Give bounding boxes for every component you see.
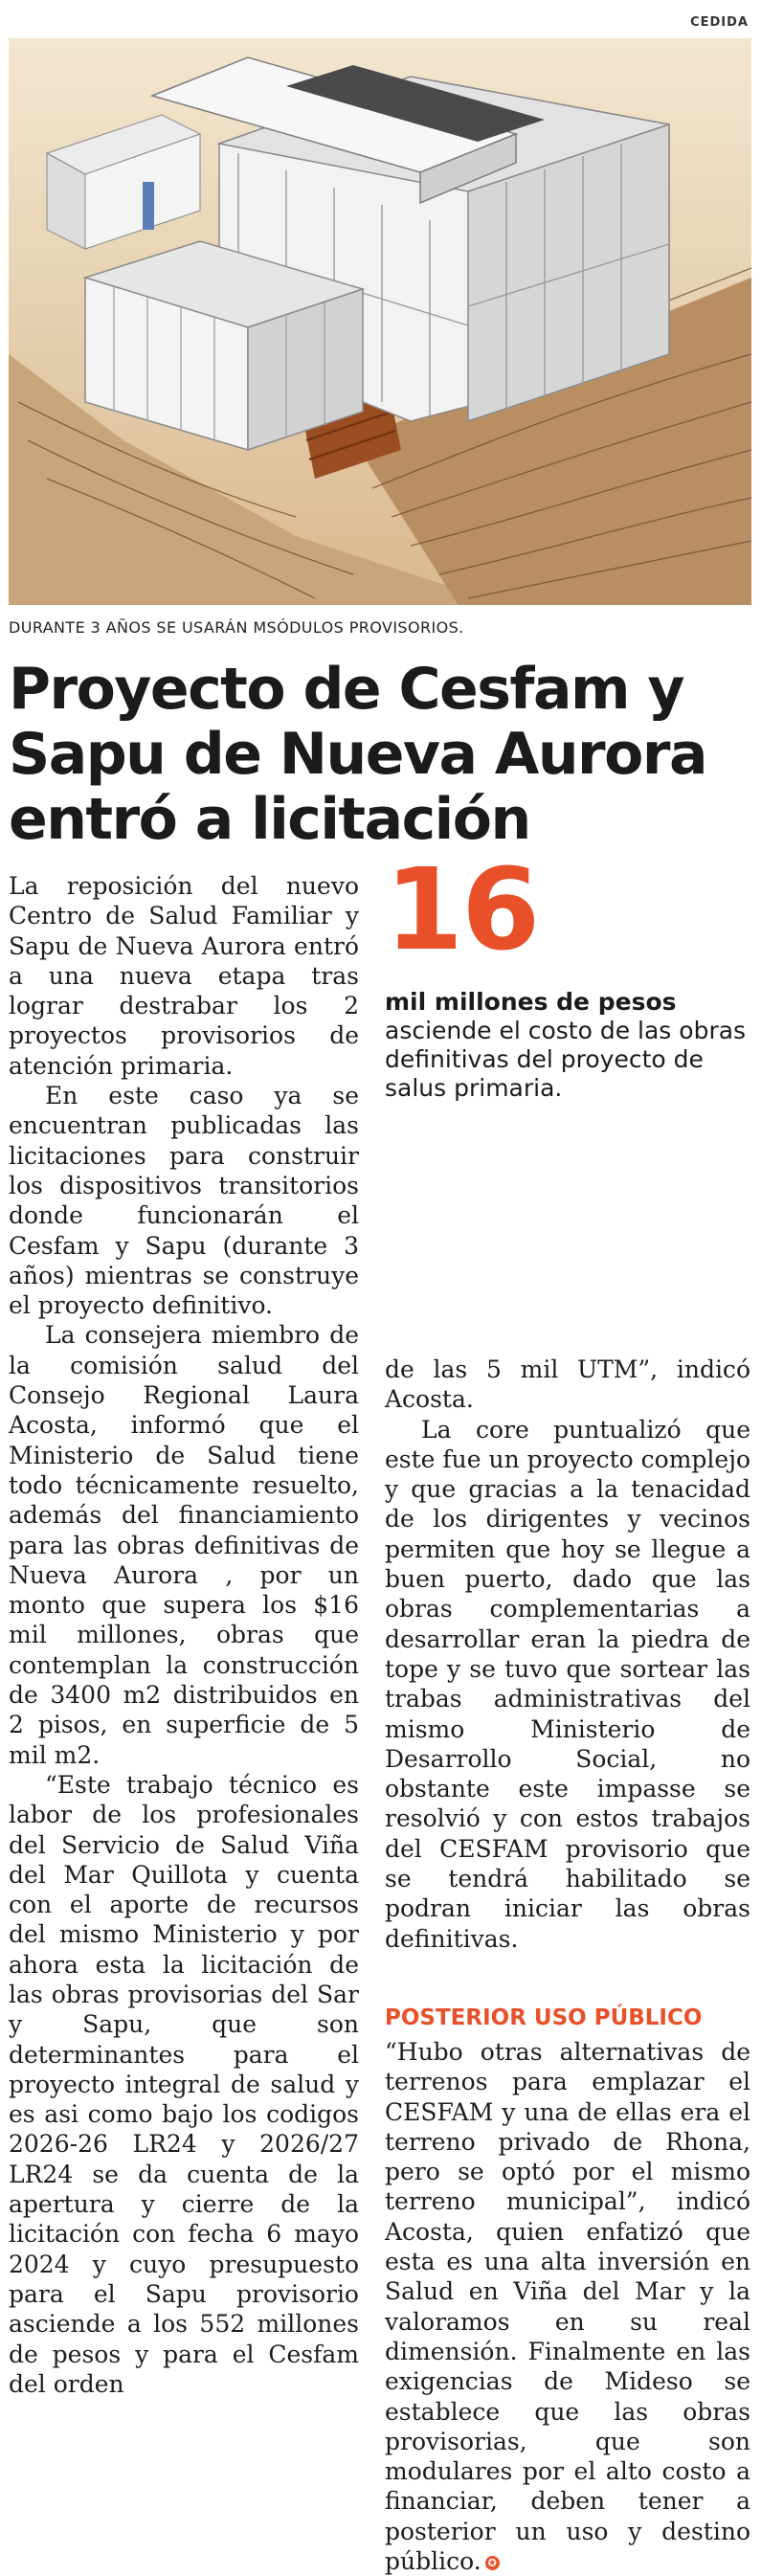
paragraph-licitaciones: En este caso ya se encuentran publicadas las licitaciones para construir los dispositivos transitorios donde funcionarán el Cesfam y Sapu (durante 3 años) mientras se construye el proyecto definitivo. [9,1082,359,1320]
headline-line-3: entró a licitación [9,786,530,853]
paragraph-final [385,2037,750,2576]
stat-unit: mil millones de pesos [385,988,677,1016]
article-column-left [9,871,359,2399]
building-rendering-illustration [9,38,751,605]
headline-line-2: Sapu de Nueva Aurora [9,721,706,788]
paragraph-continuation: de las 5 mil UTM”, indicó Acosta. [385,1355,750,1414]
paragraph-intro: La reposición del nuevo Centro de Salud Familiar y Sapu de Nueva Aurora entró a una nueva etapa tras lograr destrabar los 2 proyectos provisorios de atención primaria. [9,872,359,1080]
headline-line-1: Proyecto de Cesfam y [9,656,684,723]
stat-box [385,843,750,1103]
end-of-article-icon: ✪ [485,2556,500,2570]
paragraph-consejera: La consejera miembro de la comisión salud del Consejo Regional Laura Acosta, informó que el Ministerio de Salud tiene todo técnicamente resuelto, además del financiamiento para las obras definitivas de Nueva Aurora , por un monto que supera los $16 mil millones, obras que contemplan la construcción de 3400 m2 distribuidos en 2 pisos, en superficie de 5 mil m2. [9,1321,359,1769]
article-headline [9,657,751,852]
photo-credit: CEDIDA [690,15,749,30]
article-column-right-lower [385,2037,750,2576]
stat-number: 16 [385,843,539,975]
section-subhead: POSTERIOR USO PÚBLICO [385,2005,703,2030]
paragraph-core: La core puntualizó que este fue un proyecto complejo y que gracias a la tenacidad de los dirigentes y vecinos permiten que hoy se llegue a buen puerto, dado que las obras complementarias a desarrollar eran la piedra de tope y se tuvo que sortear las trabas administrativas del mismo Ministerio de Desarrollo Social, no obstante este impasse se resolvió y con estos trabajos del CESFAM provisorio que se tendrá habilitado se podran iniciar las obras definitivas. [385,1415,750,1953]
article-column-right [385,1355,750,1954]
building-rendering-photo [9,38,751,605]
stat-description: asciende el costo de las obras definitivas del proyecto de salus primaria. [385,1017,747,1102]
paragraph-quote: “Este trabajo técnico es labor de los profesionales del Servicio de Salud Viña del Mar Quillota y cuenta con el aporte de recursos del mismo Ministerio y por ahora esta la licitación de las obras provisorias del Sar y Sapu, que son determinantes para el proyecto integral de salud y es asi como bajo los codigos 2026-26 LR24 y 2026/27 LR24 se da cuenta de la apertura y cierre de la licitación con fecha 6 mayo 2024 y cuyo presupuesto para el Sapu provisorio asciende a los 552 millones de pesos y para el Cesfam del orden [9,1770,359,2398]
photo-caption: DURANTE 3 AÑOS SE USARÁN MSÓDULOS PROVISORIOS. [9,618,464,637]
paragraph-final-text: “Hubo otras alternativas de terrenos para emplazar el CESFAM y una de ellas era el terreno privado de Rhona, pero se optó por el mismo terreno municipal”, indicó Acosta, quien enfatizó que esta es una alta inversión en Salud en Viña del Mar y la valoramos en su real dimensión. Finalmente en las exigencias de Mideso se establece que las obras provisorias, que son modulares por el alto costo a financiar, deben tener a posterior un uso y destino público. [385,2038,750,2576]
